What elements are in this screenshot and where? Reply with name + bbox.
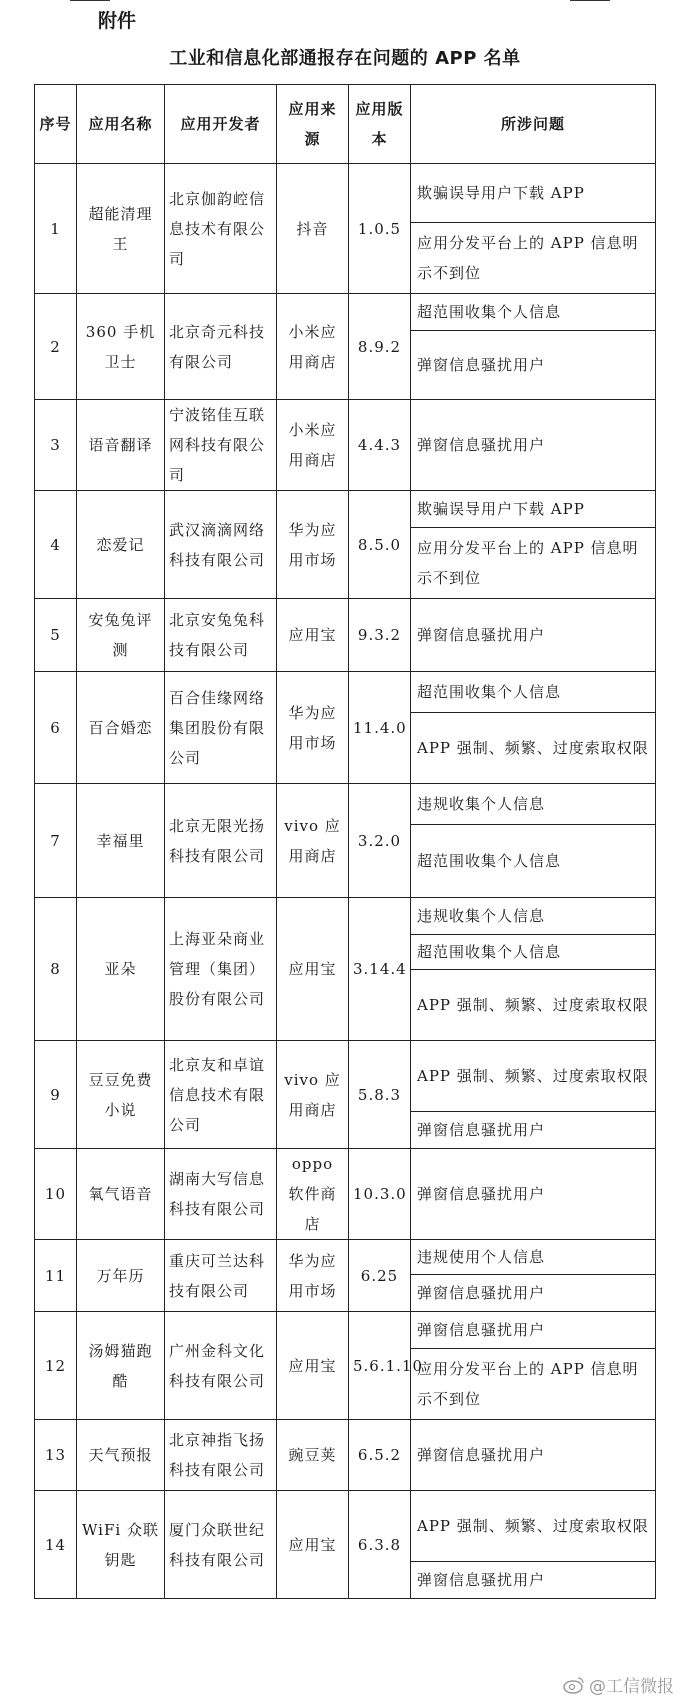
cell-issue: 超范围收集个人信息 bbox=[411, 935, 656, 970]
cell-developer: 广州金科文化科技有限公司 bbox=[165, 1312, 277, 1420]
cell-version: 4.4.3 bbox=[349, 400, 411, 491]
table-row bbox=[35, 294, 656, 331]
weibo-watermark bbox=[563, 1672, 674, 1697]
header-issues: 所涉问题 bbox=[411, 85, 656, 164]
cell-no: 11 bbox=[35, 1240, 77, 1312]
cell-source: 应用宝 bbox=[277, 599, 349, 672]
table-header-row bbox=[35, 85, 656, 164]
table-row bbox=[35, 491, 656, 528]
cell-issue: 超范围收集个人信息 bbox=[411, 825, 656, 898]
cell-source: 小米应用商店 bbox=[277, 400, 349, 491]
cell-version: 10.3.0 bbox=[349, 1149, 411, 1240]
cell-no: 3 bbox=[35, 400, 77, 491]
cell-version: 8.5.0 bbox=[349, 491, 411, 599]
cell-issue: 弹窗信息骚扰用户 bbox=[411, 1562, 656, 1599]
watermark-text: @工信微报 bbox=[589, 1677, 674, 1697]
table-row bbox=[35, 1420, 656, 1491]
cell-developer: 北京无限光扬科技有限公司 bbox=[165, 784, 277, 898]
cell-no: 2 bbox=[35, 294, 77, 400]
cell-issue: 弹窗信息骚扰用户 bbox=[411, 400, 656, 491]
cell-no: 14 bbox=[35, 1491, 77, 1599]
header-source: 应用来源 bbox=[277, 85, 349, 164]
cell-developer: 北京奇元科技有限公司 bbox=[165, 294, 277, 400]
cell-name: 360 手机卫士 bbox=[77, 294, 165, 400]
table-row bbox=[35, 672, 656, 713]
cell-developer: 上海亚朵商业管理（集团）股份有限公司 bbox=[165, 898, 277, 1041]
cell-source: vivo 应用商店 bbox=[277, 784, 349, 898]
cell-source: 小米应用商店 bbox=[277, 294, 349, 400]
header-version: 应用版本 bbox=[349, 85, 411, 164]
cell-issue: 违规收集个人信息 bbox=[411, 898, 656, 935]
top-rule-left bbox=[70, 0, 110, 1]
cell-developer: 北京安兔兔科技有限公司 bbox=[165, 599, 277, 672]
cell-no: 13 bbox=[35, 1420, 77, 1491]
cell-version: 8.9.2 bbox=[349, 294, 411, 400]
cell-no: 12 bbox=[35, 1312, 77, 1420]
cell-source: oppo 软件商店 bbox=[277, 1149, 349, 1240]
table-row bbox=[35, 1240, 656, 1275]
cell-developer: 厦门众联世纪科技有限公司 bbox=[165, 1491, 277, 1599]
cell-source: 抖音 bbox=[277, 164, 349, 294]
cell-no: 1 bbox=[35, 164, 77, 294]
cell-version: 11.4.0 bbox=[349, 672, 411, 784]
cell-version: 5.6.1.10 bbox=[349, 1312, 411, 1420]
cell-source: 华为应用市场 bbox=[277, 491, 349, 599]
cell-no: 6 bbox=[35, 672, 77, 784]
cell-issue: 应用分发平台上的 APP 信息明示不到位 bbox=[411, 1349, 656, 1420]
cell-issue: 弹窗信息骚扰用户 bbox=[411, 331, 656, 400]
cell-name: 幸福里 bbox=[77, 784, 165, 898]
cell-issue: 弹窗信息骚扰用户 bbox=[411, 1275, 656, 1312]
cell-developer: 百合佳缘网络集团股份有限公司 bbox=[165, 672, 277, 784]
cell-source: 华为应用市场 bbox=[277, 1240, 349, 1312]
cell-name: 汤姆猫跑酷 bbox=[77, 1312, 165, 1420]
app-list-table bbox=[34, 84, 656, 1599]
cell-developer: 武汉滴滴网络科技有限公司 bbox=[165, 491, 277, 599]
cell-issue: 欺骗误导用户下载 APP bbox=[411, 491, 656, 528]
cell-no: 4 bbox=[35, 491, 77, 599]
cell-name: 豆豆免费小说 bbox=[77, 1041, 165, 1149]
cell-name: 天气预报 bbox=[77, 1420, 165, 1491]
cell-name: WiFi 众联钥匙 bbox=[77, 1491, 165, 1599]
cell-source: 应用宝 bbox=[277, 898, 349, 1041]
table-row bbox=[35, 599, 656, 672]
table-row bbox=[35, 164, 656, 223]
cell-issue: 应用分发平台上的 APP 信息明示不到位 bbox=[411, 528, 656, 599]
cell-source: 华为应用市场 bbox=[277, 672, 349, 784]
cell-name: 超能清理王 bbox=[77, 164, 165, 294]
cell-name: 恋爱记 bbox=[77, 491, 165, 599]
cell-name: 安兔兔评测 bbox=[77, 599, 165, 672]
table-row bbox=[35, 1312, 656, 1349]
table-row bbox=[35, 1041, 656, 1112]
cell-version: 1.0.5 bbox=[349, 164, 411, 294]
cell-issue: 违规使用个人信息 bbox=[411, 1240, 656, 1275]
top-rule-right bbox=[570, 0, 610, 1]
cell-issue: APP 强制、频繁、过度索取权限 bbox=[411, 970, 656, 1041]
cell-no: 7 bbox=[35, 784, 77, 898]
cell-issue: 违规收集个人信息 bbox=[411, 784, 656, 825]
cell-version: 6.3.8 bbox=[349, 1491, 411, 1599]
cell-developer: 重庆可兰达科技有限公司 bbox=[165, 1240, 277, 1312]
cell-version: 3.14.4 bbox=[349, 898, 411, 1041]
cell-version: 3.2.0 bbox=[349, 784, 411, 898]
cell-name: 语音翻译 bbox=[77, 400, 165, 491]
cell-version: 9.3.2 bbox=[349, 599, 411, 672]
cell-issue: 弹窗信息骚扰用户 bbox=[411, 1312, 656, 1349]
cell-source: 应用宝 bbox=[277, 1491, 349, 1599]
cell-issue: APP 强制、频繁、过度索取权限 bbox=[411, 1491, 656, 1562]
cell-no: 5 bbox=[35, 599, 77, 672]
cell-issue: 应用分发平台上的 APP 信息明示不到位 bbox=[411, 223, 656, 294]
header-no: 序号 bbox=[35, 85, 77, 164]
cell-source: 豌豆荚 bbox=[277, 1420, 349, 1491]
page-title: 工业和信息化部通报存在问题的 APP 名单 bbox=[169, 48, 521, 69]
cell-developer: 北京伽韵崆信息技术有限公司 bbox=[165, 164, 277, 294]
cell-name: 万年历 bbox=[77, 1240, 165, 1312]
cell-source: 应用宝 bbox=[277, 1312, 349, 1420]
table-body bbox=[35, 164, 656, 1599]
cell-issue: 弹窗信息骚扰用户 bbox=[411, 599, 656, 672]
cell-name: 氧气语音 bbox=[77, 1149, 165, 1240]
table-row bbox=[35, 400, 656, 491]
cell-issue: 弹窗信息骚扰用户 bbox=[411, 1112, 656, 1149]
cell-issue: 弹窗信息骚扰用户 bbox=[411, 1420, 656, 1491]
cell-issue: APP 强制、频繁、过度索取权限 bbox=[411, 1041, 656, 1112]
attachment-label: 附件 bbox=[98, 10, 137, 32]
cell-no: 10 bbox=[35, 1149, 77, 1240]
cell-name: 百合婚恋 bbox=[77, 672, 165, 784]
cell-developer: 宁波铭佳互联网科技有限公司 bbox=[165, 400, 277, 491]
cell-no: 8 bbox=[35, 898, 77, 1041]
header-developer: 应用开发者 bbox=[165, 85, 277, 164]
table-row bbox=[35, 898, 656, 935]
cell-version: 6.25 bbox=[349, 1240, 411, 1312]
cell-issue: 欺骗误导用户下载 APP bbox=[411, 164, 656, 223]
cell-issue: 弹窗信息骚扰用户 bbox=[411, 1149, 656, 1240]
cell-developer: 北京友和卓谊信息技术有限公司 bbox=[165, 1041, 277, 1149]
table-row bbox=[35, 784, 656, 825]
cell-issue: APP 强制、频繁、过度索取权限 bbox=[411, 713, 656, 784]
cell-source: vivo 应用商店 bbox=[277, 1041, 349, 1149]
cell-version: 5.8.3 bbox=[349, 1041, 411, 1149]
cell-issue: 超范围收集个人信息 bbox=[411, 294, 656, 331]
weibo-icon bbox=[563, 1676, 585, 1694]
cell-version: 6.5.2 bbox=[349, 1420, 411, 1491]
cell-name: 亚朵 bbox=[77, 898, 165, 1041]
table-row bbox=[35, 1149, 656, 1240]
cell-developer: 湖南大写信息科技有限公司 bbox=[165, 1149, 277, 1240]
cell-developer: 北京神指飞扬科技有限公司 bbox=[165, 1420, 277, 1491]
table-row bbox=[35, 1491, 656, 1562]
header-name: 应用名称 bbox=[77, 85, 165, 164]
cell-no: 9 bbox=[35, 1041, 77, 1149]
cell-issue: 超范围收集个人信息 bbox=[411, 672, 656, 713]
